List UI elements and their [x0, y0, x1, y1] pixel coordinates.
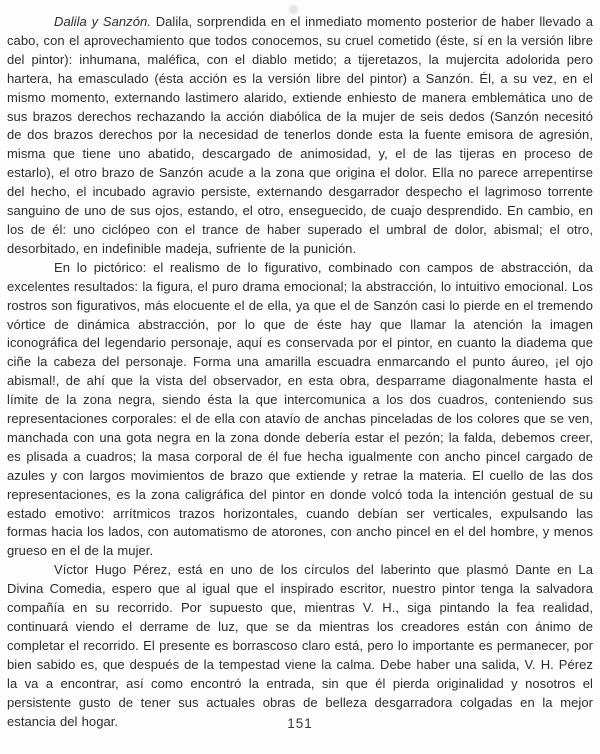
paragraph-body: Dalila, sorprendida en el inmediato momento posterior de haber llevado a cabo, con el aprovechamiento que todos conocemos, su cruel cometido (éste, sí en la versión libre del pintor): inhumana, maléfica, con el diablo metido; a tijeretazos, la mujercita adolorida pero hartera, ha emasculado (ésta acción es la versión libre del pintor) a Sanzón. Él, a su vez, en el mismo momento, externando lastimero alarido, extiende enhiesto de manera emblemática uno de sus brazos derechos rechazando la acción diabólica de la mujer de seis dedos (Sanzón necesitó de dos brazos derechos por la necesidad de tenerlos donde esta la fuente emisora de agresión, misma que tiene uno abatido, descargado de animosidad, y, el de las tijeras en proceso de estarlo), el otro brazo de Sanzón acude a la zona que origina el dolor. Ella no parece arrepentirse del hecho, el incubado agravio persiste, externando desgarrador despecho el lagrimoso torrente sanguino de uno de sus ojos, estando, el otro, enseguecido, de cuajo desprendido. En cambio, en los de él: uno ciclópeo con el trance de haber superado el umbral de dolor, abismal; el otro, desorbitado, en indefinible madeja, sufriente de la punición. [7, 14, 593, 256]
text-block [7, 13, 593, 731]
page-number: 151 [287, 716, 313, 731]
paragraph-victor-hugo-perez: Víctor Hugo Pérez, está en uno de los círculos del laberinto que plasmó Dante en La Divina Comedia, espero que al igual que el inspirado escritor, nuestro pintor tenga la salvadora compañía en su recorrido. Por supuesto que, mientras V. H., siga pintando la fea realidad, continuará viendo el derrame de luz, que se da mientras los creadores están con ánimo de completar el recorrido. El presente es borrascoso claro está, pero lo importante es permanecer, por bien sabido es, que después de la tempestad viene la calma. Debe haber una salida, V. H. Pérez la va a encontrar, así como encontró la entrada, sin que él pierda originalidad y nosotros el persistente gusto de tener sus actuales obras de belleza desgarradora colgadas en la mejor estancia del hogar. [7, 562, 593, 729]
paragraph-lead-italic-title: Dalila y Sanzón. [54, 14, 151, 29]
paragraph-dalila-sanzon [7, 13, 593, 259]
paragraph-pictorico: En lo pictórico: el realismo de lo figurativo, combinado con campos de abstracción, da excelentes resultados: la figura, el puro drama emocional; la abstracción, lo intuitivo emocional. Los rostros son figurativos, más elocuente el de ella, ya que el de Sanzón casi lo pierde en el tremendo vórtice de dinámica abstracción, por lo que de éste hay que llamar la atención la imagen iconográfica del legendario personaje, aquí es conservada por el pintor, en cuanto la diadema que ciñe la cabeza del personaje. Forma una amarilla escuadra enmarcando el punto áureo, ¡el ojo abismal!, de ahí que la vista del observador, en esta obra, desparrame diagonalmente hasta el límite de la zona negra, siendo ésta la que intercomunica a los dos cuadros, conteniendo sus representaciones corporales: el de ella con atavío de anchas pinceladas de los colores que se ven, manchada con una gota negra en la zona donde debería estar el pezón; la falda, debemos creer, es plisada a cuadros; la masa corporal de él fue hecha igualmente con ancho pincel cargado de azules y con largos movimientos de brazo que extiende y retrae la materia. El cuello de las dos representaciones, es la zona caligráfica del pintor en donde volcó toda la intención gestual de su estado emotivo: arrítmicos trazos horizontales, cuando debían ser verticales, expulsando las formas hacia los lados, con automatismo de atorones, con ancho pincel en el del hombre, y menos grueso en el de la mujer. [7, 259, 593, 559]
